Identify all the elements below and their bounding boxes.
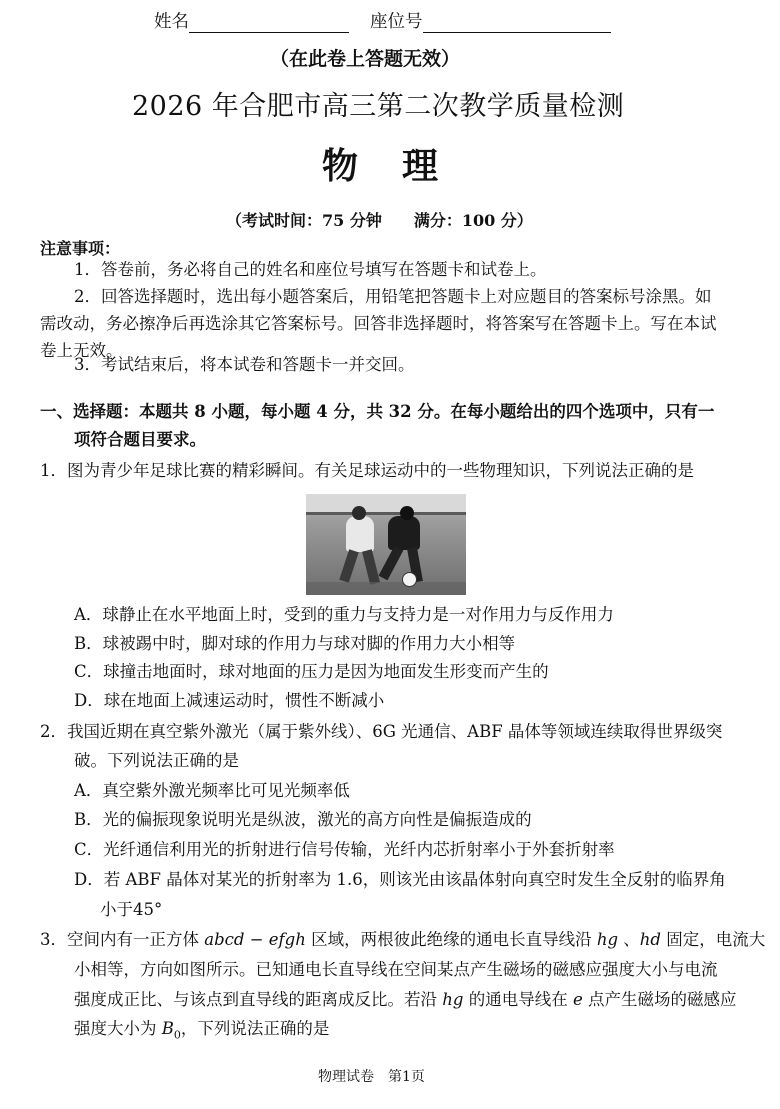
soccer-photo <box>306 494 466 595</box>
notes-line: 2．回答选择题时，选出每小题答案后，用铅笔把答题卡上对应题目的答案标号涂黑。如 <box>74 287 712 306</box>
exam-title: 2026 年合肥市高三第二次教学质量检测 <box>132 91 625 122</box>
notes-line: 3．考试结束后，将本试卷和答题卡一并交回。 <box>74 355 415 374</box>
q2-option-c: C．光纤通信利用光的折射进行信号传输，光纤内芯折射率小于外套折射率 <box>74 840 615 859</box>
seat-blank <box>423 12 611 33</box>
player-white <box>346 516 374 552</box>
q1-option-c: C．球撞击地面时，球对地面的压力是因为地面发生形变而产生的 <box>74 662 549 681</box>
notes-line: 需改动，务必擦净后再选涂其它答案标号。回答非选择题时，将答案写在答题卡上。写在本试 <box>40 314 717 333</box>
player-dark <box>388 516 420 550</box>
q2-stem-cont: 破。下列说法正确的是 <box>74 751 239 770</box>
notes-line: 1．答卷前，务必将自己的姓名和座位号填写在答题卡和试卷上。 <box>74 260 547 279</box>
seat-field <box>370 8 611 33</box>
q2-option-d-cont: 小于45° <box>100 900 163 919</box>
exam-info: （考试时间：75 分钟 满分：100 分） <box>226 211 533 230</box>
q2-option-a: A．真空紫外激光频率比可见光频率低 <box>74 781 350 800</box>
q3-line-4: 强度大小为 $B_0$，下列说法正确的是 <box>74 1019 330 1042</box>
q2-option-b: B．光的偏振现象说明光是纵波，激光的高方向性是偏振造成的 <box>74 810 532 829</box>
name-blank <box>189 12 349 33</box>
q3-line-1: 3．空间内有一正方体 abcd − efgh 区域，两根彼此绝缘的通电长直导线沿 hg 、hd 固定，电流大 <box>40 930 766 949</box>
section-heading-cont: 项符合题目要求。 <box>74 430 206 449</box>
q1-option-b: B．球被踢中时，脚对球的作用力与球对脚的作用力大小相等 <box>74 634 516 653</box>
q1-stem: 1．图为青少年足球比赛的精彩瞬间。有关足球运动中的一些物理知识，下列说法正确的是 <box>40 461 694 480</box>
wire-hg: hg <box>596 930 619 949</box>
cube-label: abcd − efgh <box>204 930 306 949</box>
q2-option-d: D．若 ABF 晶体对某光的折射率为 1.6，则该光由该晶体射向真空时发生全反射的临界角 <box>74 870 726 889</box>
invalid-note: （在此卷上答题无效） <box>270 48 461 70</box>
section-heading: 一、选择题：本题共 8 小题，每小题 4 分，共 32 分。在每小题给出的四个选项中，只有一 <box>40 402 715 421</box>
q2-stem: 2．我国近期在真空紫外激光（属于紫外线）、6G 光通信、ABF 晶体等领域连续取得世界级突 <box>40 722 723 741</box>
soccer-ball <box>402 572 417 587</box>
page-footer: 物理试卷 第1页 <box>318 1069 425 1085</box>
q1-option-a: A．球静止在水平地面上时，受到的重力与支持力是一对作用力与反作用力 <box>74 605 614 624</box>
notes-title: 注意事项： <box>40 239 121 258</box>
notes-line: 卷上无效。 <box>40 341 123 360</box>
subject-title: 物 理 <box>322 145 443 187</box>
q3-line-2: 小相等，方向如图所示。已知通电长直导线在空间某点产生磁场的磁感应强度大小与电流 <box>74 960 718 979</box>
seat-label: 座位号 <box>370 12 423 32</box>
q1-option-d: D．球在地面上减速运动时，惯性不断减小 <box>74 691 385 710</box>
b0-symbol: B <box>161 1019 174 1038</box>
q3-line-3: 强度成正比、与该点到直导线的距离成反比。若沿 hg 的通电导线在 e 点产生磁场的磁感应 <box>74 990 737 1009</box>
name-field <box>154 8 349 33</box>
wire-hd: hd <box>639 930 661 949</box>
name-label: 姓名 <box>154 12 189 32</box>
